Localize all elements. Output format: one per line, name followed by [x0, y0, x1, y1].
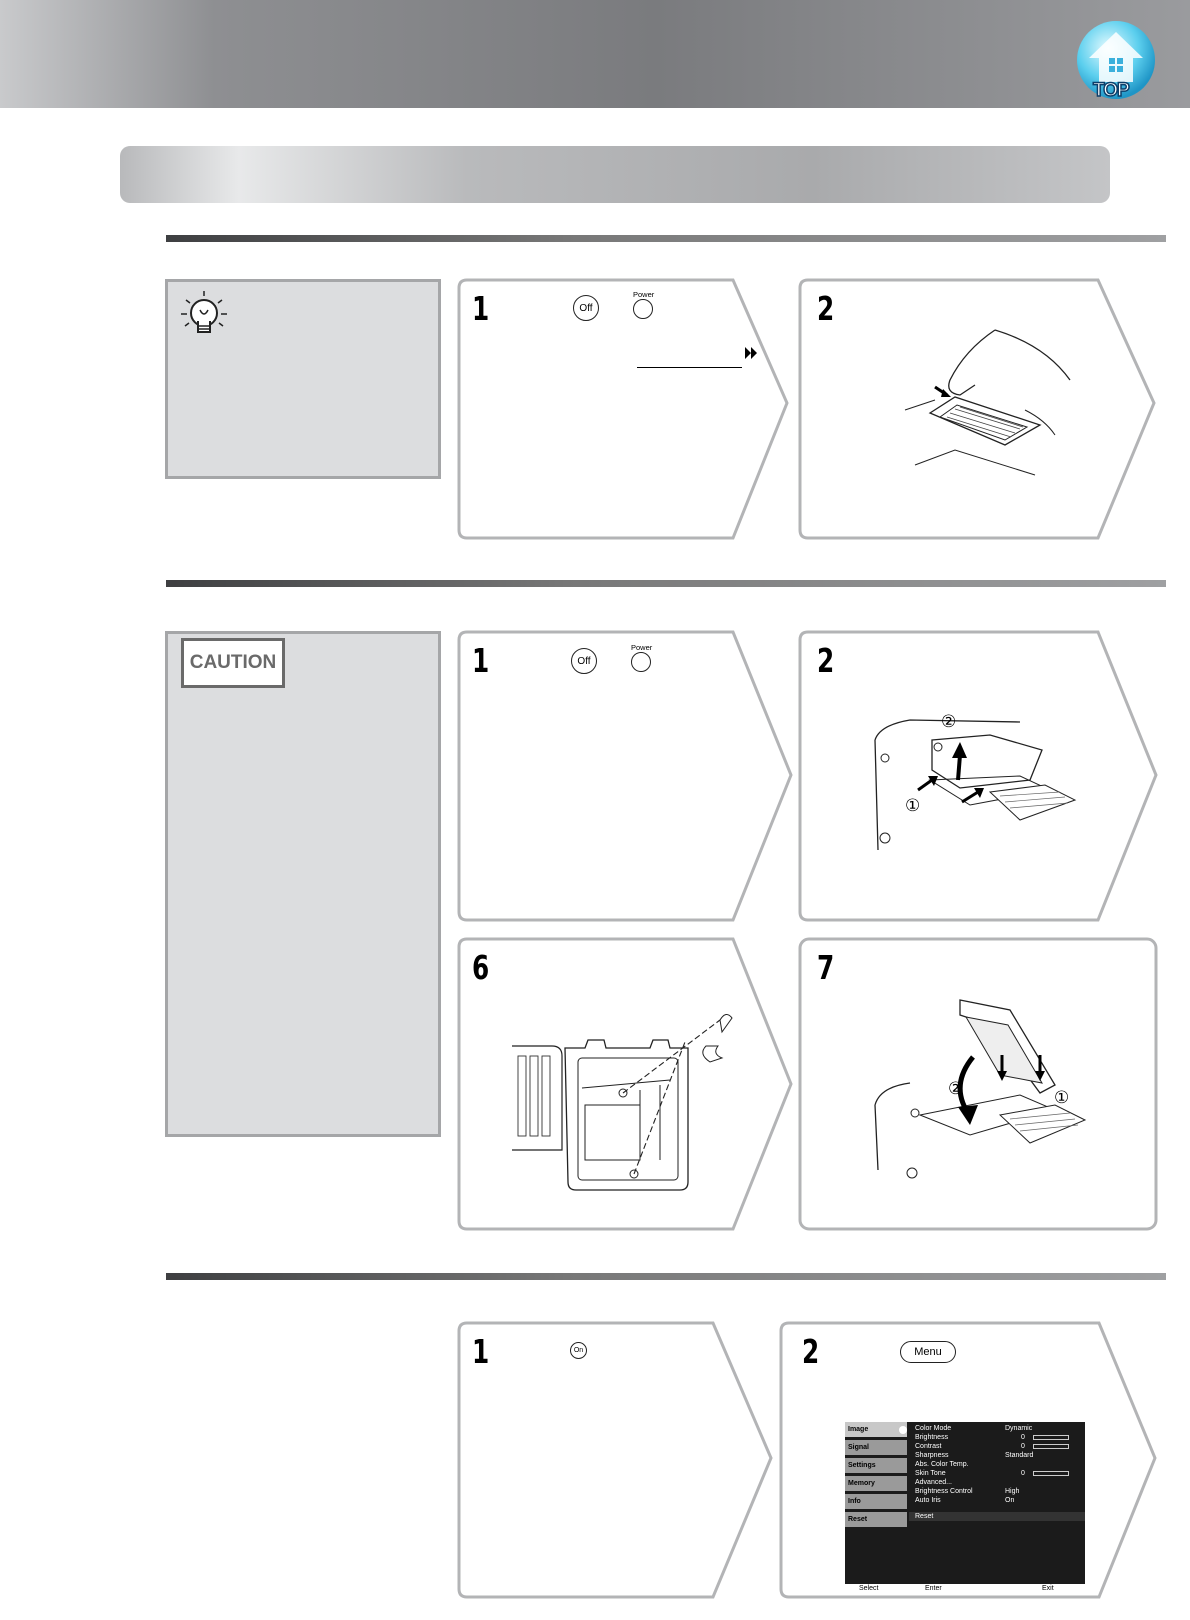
osd-selected-icon [899, 1426, 907, 1434]
osd-row: Sharpness Standard [915, 1452, 1034, 1459]
callout-1: ① [1054, 1088, 1070, 1107]
osd-tab-reset: Reset [845, 1512, 907, 1527]
osd-row: Brightness 0 [909, 1433, 1085, 1442]
osd-row: Brightness Control High [915, 1488, 1020, 1495]
air-filter-cover-illustration [905, 325, 1125, 485]
power-label: Power [631, 643, 653, 652]
osd-tab-memory: Memory [845, 1476, 907, 1491]
step-number: 2 [802, 1332, 820, 1371]
power-button [633, 299, 653, 319]
osd-row: Abs. Color Temp. [915, 1461, 969, 1468]
double-arrow-icon[interactable] [745, 347, 759, 359]
osd-row: Skin Tone 0 [909, 1469, 1085, 1478]
osd-tab-info: Info [845, 1494, 907, 1509]
lamp-cover-removal-illustration [870, 710, 1090, 870]
power-button [631, 652, 651, 672]
osd-tab-list [845, 1422, 907, 1530]
osd-settings-list [909, 1424, 1085, 1521]
step-number: 2 [817, 289, 835, 328]
on-button: On [570, 1342, 587, 1359]
osd-tab-settings: Settings [845, 1458, 907, 1473]
caution-box [165, 631, 441, 1137]
step-panel-s2-1 [457, 630, 797, 922]
osd-reset-row: Reset [909, 1512, 1085, 1521]
step-number: 1 [472, 289, 490, 328]
tip-box [165, 279, 441, 479]
lamp-screw-illustration [510, 1010, 740, 1190]
callout-1: ① [905, 796, 921, 815]
osd-row: Auto Iris On [915, 1497, 1015, 1504]
caution-badge: CAUTION [181, 638, 285, 688]
menu-button: Menu [900, 1341, 956, 1363]
step-panel-s1-1 [457, 278, 795, 540]
step-number: 6 [472, 948, 490, 987]
step-panel-s3-1 [457, 1321, 777, 1599]
off-button: Off [573, 295, 599, 321]
section2-rule [166, 580, 1166, 587]
osd-row: Advanced... [915, 1479, 952, 1486]
section3-rule [166, 1273, 1166, 1280]
callout-2: ② [941, 712, 957, 731]
lightbulb-icon [176, 288, 232, 344]
callout-2: ② [948, 1079, 964, 1098]
top-button[interactable] [1073, 20, 1159, 106]
step-number: 7 [817, 948, 835, 987]
link-underline[interactable] [637, 367, 742, 368]
section1-rule [166, 235, 1166, 242]
osd-tab-signal: Signal [845, 1440, 907, 1455]
power-label: Power [633, 290, 655, 299]
section-title-bar [120, 146, 1110, 203]
osd-tab-image: Image [845, 1422, 907, 1437]
step-number: 1 [472, 1332, 490, 1371]
osd-menu [845, 1422, 1085, 1594]
step-number: 1 [472, 641, 490, 680]
header-band [0, 0, 1190, 108]
top-label: TOP [1093, 80, 1129, 101]
step-number: 2 [817, 641, 835, 680]
osd-footer: Select Enter Exit [845, 1584, 1085, 1594]
off-button: Off [571, 648, 597, 674]
osd-row: Color Mode Dynamic [915, 1425, 1033, 1432]
osd-row: Contrast 0 [909, 1442, 1085, 1451]
